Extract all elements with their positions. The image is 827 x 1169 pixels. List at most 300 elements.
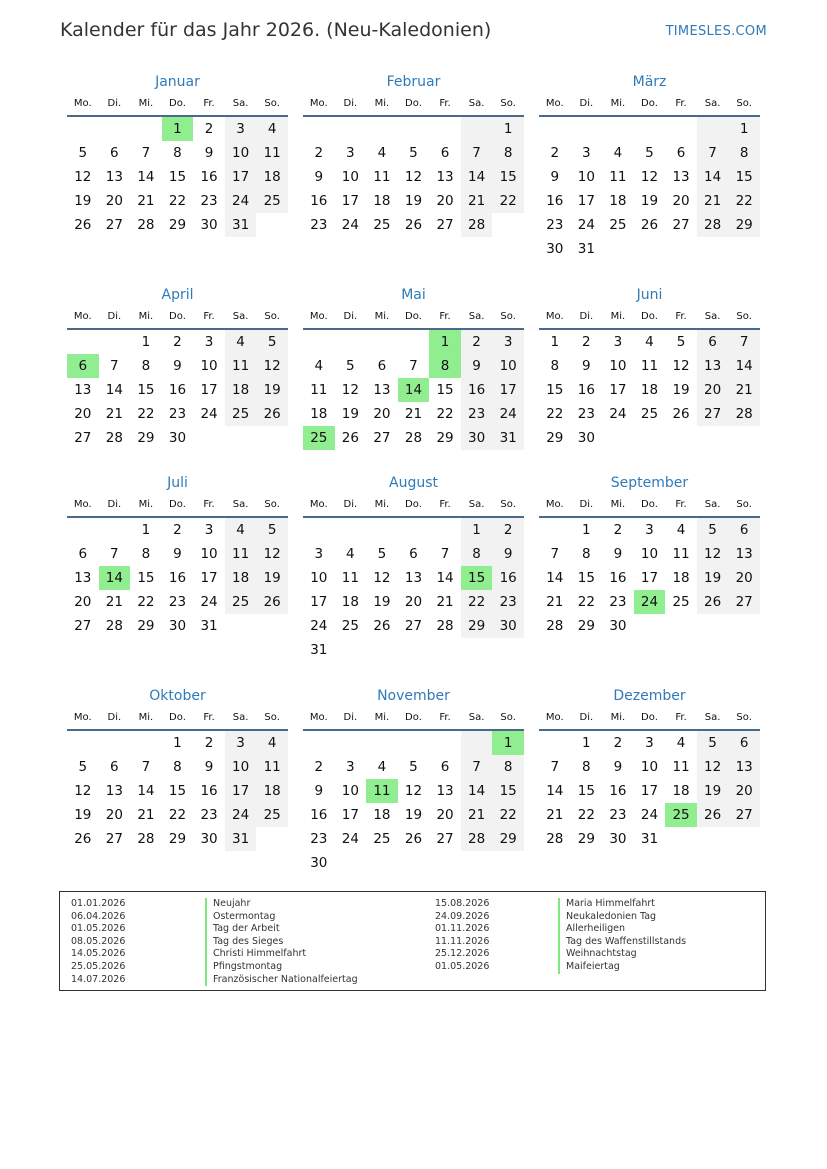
day-cell: 2 bbox=[461, 330, 493, 354]
day-cell: 3 bbox=[346, 145, 355, 161]
day-cell: 6 bbox=[377, 358, 387, 374]
day-cell: 29 bbox=[168, 217, 187, 233]
day-cell: 18 bbox=[373, 807, 391, 823]
day-cell: 5 bbox=[78, 145, 88, 161]
day-cell: 21 bbox=[728, 378, 760, 402]
day-cell: 29 bbox=[546, 430, 564, 446]
empty-cell bbox=[539, 117, 571, 141]
day-cell: 23 bbox=[200, 193, 218, 209]
day-cell: 30 bbox=[609, 831, 627, 847]
day-cell: 22 bbox=[492, 189, 524, 213]
day-cell: 13 bbox=[728, 542, 760, 566]
day-cell: 25 bbox=[672, 594, 690, 610]
day-cell: 20 bbox=[105, 807, 123, 823]
day-cell: 22 bbox=[461, 590, 493, 614]
day-cell: 15 bbox=[492, 165, 524, 189]
month-name: August bbox=[389, 475, 438, 491]
day-cell: 6 bbox=[676, 145, 686, 161]
day-cell: 27 bbox=[436, 217, 454, 233]
day-cell: 28 bbox=[461, 213, 493, 237]
weekday-label: Do. bbox=[169, 311, 186, 322]
day-cell: 14 bbox=[546, 783, 564, 799]
day-cell: 1 bbox=[728, 117, 760, 141]
day-cell: 6 bbox=[440, 145, 450, 161]
weekday-label: Mo. bbox=[309, 712, 328, 723]
day-cell: 28 bbox=[137, 831, 155, 847]
weekday-label: Fr. bbox=[675, 98, 687, 109]
day-cell: 26 bbox=[341, 430, 359, 446]
day-cell: 14 bbox=[137, 169, 155, 185]
weekday-label: Sa. bbox=[468, 712, 485, 723]
month-juni bbox=[539, 284, 760, 450]
weekday-label: Mi. bbox=[138, 712, 154, 723]
day-cell: 12 bbox=[404, 783, 423, 799]
month-name: Juli bbox=[167, 475, 188, 491]
empty-cell bbox=[99, 518, 131, 542]
day-cell: 17 bbox=[310, 594, 328, 610]
holiday-legend bbox=[59, 891, 766, 991]
empty-cell bbox=[366, 731, 398, 755]
day-cell: 16 bbox=[546, 193, 564, 209]
legend-date: 25.05.2026 bbox=[71, 960, 126, 972]
day-cell: 16 bbox=[200, 169, 218, 185]
holiday-day-cell: 1 bbox=[162, 117, 194, 141]
day-cell: 9 bbox=[314, 783, 324, 799]
day-cell: 4 bbox=[377, 759, 387, 775]
weekday-label: Do. bbox=[405, 499, 422, 510]
day-cell: 8 bbox=[141, 546, 151, 562]
day-cell: 22 bbox=[168, 193, 187, 209]
empty-cell bbox=[634, 117, 666, 141]
weekday-label: Sa. bbox=[704, 499, 721, 510]
day-cell: 10 bbox=[225, 755, 257, 779]
weekday-label: Sa. bbox=[232, 712, 249, 723]
day-cell: 10 bbox=[310, 570, 328, 586]
day-cell: 13 bbox=[74, 570, 92, 586]
day-cell: 24 bbox=[577, 217, 595, 233]
month-name: November bbox=[377, 688, 450, 704]
day-cell: 13 bbox=[74, 382, 92, 398]
day-cell: 19 bbox=[640, 193, 659, 209]
weekday-label: Mi. bbox=[610, 712, 626, 723]
weekday-label: Do. bbox=[641, 712, 658, 723]
holiday-day-cell: 25 bbox=[665, 803, 697, 827]
day-cell: 19 bbox=[256, 378, 288, 402]
page-title: Kalender für das Jahr 2026. (Neu-Kaledonien) bbox=[60, 19, 492, 41]
day-grid bbox=[539, 731, 760, 851]
day-grid bbox=[303, 117, 524, 237]
month-november bbox=[303, 685, 524, 875]
day-cell: 13 bbox=[728, 755, 760, 779]
day-cell: 26 bbox=[74, 831, 92, 847]
day-cell: 26 bbox=[256, 402, 288, 426]
weekday-header bbox=[303, 93, 524, 117]
empty-cell bbox=[571, 117, 603, 141]
weekday-label: Fr. bbox=[203, 311, 215, 322]
legend-dates-right bbox=[435, 898, 489, 974]
month-name: Januar bbox=[155, 74, 200, 90]
day-cell: 21 bbox=[461, 189, 493, 213]
day-cell: 1 bbox=[582, 522, 591, 538]
weekday-label: Mo. bbox=[309, 499, 328, 510]
day-cell: 27 bbox=[728, 590, 760, 614]
weekday-label: Do. bbox=[641, 311, 658, 322]
weekday-label: So. bbox=[500, 712, 516, 723]
day-cell: 3 bbox=[314, 546, 324, 562]
weekday-header bbox=[539, 93, 760, 117]
day-cell: 26 bbox=[256, 590, 288, 614]
empty-cell bbox=[539, 518, 571, 542]
day-cell: 23 bbox=[200, 807, 218, 823]
day-cell: 8 bbox=[173, 759, 182, 775]
day-cell: 10 bbox=[640, 546, 659, 562]
day-cell: 18 bbox=[256, 779, 288, 803]
day-cell: 5 bbox=[676, 334, 686, 350]
weekday-label: Do. bbox=[405, 311, 422, 322]
weekday-label: So. bbox=[736, 98, 752, 109]
day-cell: 12 bbox=[672, 358, 690, 374]
empty-cell bbox=[67, 117, 99, 141]
day-cell: 4 bbox=[256, 117, 288, 141]
day-cell: 24 bbox=[341, 217, 359, 233]
day-cell: 25 bbox=[256, 803, 288, 827]
empty-cell bbox=[303, 518, 335, 542]
day-cell: 4 bbox=[676, 522, 686, 538]
day-cell: 3 bbox=[645, 522, 654, 538]
weekday-label: So. bbox=[736, 499, 752, 510]
day-cell: 27 bbox=[697, 402, 729, 426]
weekday-header bbox=[303, 707, 524, 731]
day-cell: 16 bbox=[461, 378, 493, 402]
month-september bbox=[539, 472, 760, 638]
day-cell: 21 bbox=[105, 594, 123, 610]
weekday-label: Di. bbox=[343, 311, 358, 322]
day-cell: 15 bbox=[492, 779, 524, 803]
empty-cell bbox=[99, 117, 131, 141]
weekday-label: Mo. bbox=[545, 712, 564, 723]
empty-cell bbox=[67, 330, 99, 354]
day-cell: 5 bbox=[409, 759, 418, 775]
legend-date: 15.08.2026 bbox=[435, 898, 490, 909]
day-cell: 14 bbox=[697, 165, 729, 189]
day-cell: 30 bbox=[461, 426, 493, 450]
day-cell: 4 bbox=[225, 330, 257, 354]
day-cell: 23 bbox=[492, 590, 524, 614]
legend-holiday-name: Pfingstmontag bbox=[205, 961, 358, 974]
day-cell: 22 bbox=[137, 406, 155, 422]
day-cell: 15 bbox=[728, 165, 760, 189]
day-cell: 3 bbox=[204, 522, 214, 538]
day-cell: 2 bbox=[204, 735, 214, 751]
weekday-label: Mo. bbox=[309, 311, 328, 322]
legend-holiday-name: Christi Himmelfahrt bbox=[205, 948, 358, 961]
day-cell: 27 bbox=[436, 831, 454, 847]
legend-holiday-name: Französischer Nationalfeiertag bbox=[205, 974, 358, 987]
day-cell: 6 bbox=[697, 330, 729, 354]
day-cell: 25 bbox=[225, 402, 257, 426]
weekday-label: Di. bbox=[343, 712, 358, 723]
legend-date: 25.12.2026 bbox=[435, 948, 490, 960]
brand-link[interactable]: TIMESLES.COM bbox=[665, 24, 767, 39]
day-cell: 11 bbox=[672, 546, 690, 562]
weekday-header bbox=[67, 494, 288, 518]
day-cell: 14 bbox=[137, 783, 155, 799]
day-cell: 19 bbox=[74, 807, 92, 823]
day-cell: 24 bbox=[225, 189, 257, 213]
weekday-label: Fr. bbox=[203, 98, 215, 109]
day-cell: 12 bbox=[697, 755, 729, 779]
day-cell: 4 bbox=[225, 518, 257, 542]
day-cell: 10 bbox=[341, 783, 359, 799]
weekday-label: Mo. bbox=[73, 98, 92, 109]
weekday-label: Fr. bbox=[203, 499, 215, 510]
weekday-label: Mo. bbox=[545, 98, 564, 109]
day-cell: 25 bbox=[609, 217, 627, 233]
day-cell: 8 bbox=[141, 358, 151, 374]
weekday-label: Do. bbox=[641, 499, 658, 510]
day-cell: 9 bbox=[173, 358, 182, 374]
day-grid bbox=[67, 117, 288, 237]
holiday-day-cell: 1 bbox=[492, 731, 524, 755]
empty-cell bbox=[130, 731, 162, 755]
day-cell: 7 bbox=[728, 330, 760, 354]
legend-date: 01.11.2026 bbox=[435, 923, 490, 935]
weekday-header bbox=[303, 306, 524, 330]
weekday-label: Di. bbox=[579, 311, 594, 322]
weekday-label: Di. bbox=[343, 499, 358, 510]
day-cell: 4 bbox=[256, 731, 288, 755]
day-cell: 30 bbox=[577, 430, 595, 446]
day-cell: 14 bbox=[546, 570, 564, 586]
day-cell: 24 bbox=[310, 618, 328, 634]
day-grid bbox=[303, 330, 524, 450]
weekday-label: Mo. bbox=[309, 98, 328, 109]
day-cell: 11 bbox=[225, 354, 257, 378]
day-cell: 20 bbox=[436, 807, 454, 823]
day-cell: 25 bbox=[225, 590, 257, 614]
day-cell: 29 bbox=[577, 831, 595, 847]
day-cell: 2 bbox=[613, 735, 623, 751]
day-cell: 11 bbox=[341, 570, 359, 586]
day-cell: 13 bbox=[404, 570, 423, 586]
month-name: Juni bbox=[636, 287, 663, 303]
day-cell: 12 bbox=[373, 570, 391, 586]
day-cell: 8 bbox=[173, 145, 182, 161]
day-cell: 20 bbox=[74, 594, 92, 610]
day-cell: 15 bbox=[577, 783, 595, 799]
day-cell: 11 bbox=[225, 542, 257, 566]
day-cell: 28 bbox=[461, 827, 493, 851]
day-cell: 23 bbox=[310, 831, 328, 847]
day-cell: 16 bbox=[200, 783, 218, 799]
legend-holiday-name: Tag des Sieges bbox=[205, 936, 358, 949]
day-grid bbox=[67, 731, 288, 851]
empty-cell bbox=[99, 731, 131, 755]
day-cell: 20 bbox=[728, 779, 760, 803]
holiday-day-cell: 8 bbox=[429, 354, 461, 378]
day-cell: 24 bbox=[492, 402, 524, 426]
weekday-label: Di. bbox=[107, 712, 122, 723]
empty-cell bbox=[67, 731, 99, 755]
day-cell: 23 bbox=[609, 594, 627, 610]
month-name: Februar bbox=[386, 74, 441, 90]
day-cell: 2 bbox=[173, 522, 182, 538]
day-cell: 28 bbox=[436, 618, 454, 634]
day-cell: 2 bbox=[314, 145, 324, 161]
day-cell: 19 bbox=[404, 193, 423, 209]
day-cell: 17 bbox=[577, 193, 595, 209]
day-cell: 30 bbox=[168, 618, 187, 634]
day-cell: 4 bbox=[613, 145, 623, 161]
day-cell: 9 bbox=[461, 354, 493, 378]
legend-holiday-name: Maifeiertag bbox=[558, 961, 686, 974]
weekday-label: Di. bbox=[107, 98, 122, 109]
day-cell: 5 bbox=[256, 330, 288, 354]
day-cell: 10 bbox=[609, 358, 627, 374]
day-cell: 29 bbox=[461, 614, 493, 638]
weekday-label: Do. bbox=[169, 499, 186, 510]
weekday-label: So. bbox=[264, 499, 280, 510]
day-cell: 27 bbox=[105, 831, 123, 847]
day-cell: 5 bbox=[645, 145, 654, 161]
holiday-day-cell: 11 bbox=[366, 779, 398, 803]
day-cell: 5 bbox=[377, 546, 387, 562]
day-cell: 11 bbox=[373, 169, 391, 185]
day-cell: 12 bbox=[256, 354, 288, 378]
day-cell: 7 bbox=[409, 358, 418, 374]
day-cell: 9 bbox=[582, 358, 591, 374]
day-cell: 31 bbox=[640, 831, 659, 847]
legend-names-left bbox=[205, 898, 358, 986]
weekday-label: So. bbox=[736, 712, 752, 723]
day-cell: 31 bbox=[200, 618, 218, 634]
empty-cell bbox=[335, 117, 367, 141]
day-cell: 13 bbox=[436, 783, 454, 799]
weekday-label: Mo. bbox=[73, 499, 92, 510]
day-cell: 19 bbox=[256, 566, 288, 590]
day-cell: 23 bbox=[310, 217, 328, 233]
weekday-label: Mi. bbox=[138, 499, 154, 510]
day-cell: 24 bbox=[225, 803, 257, 827]
empty-cell bbox=[303, 117, 335, 141]
day-cell: 13 bbox=[105, 169, 123, 185]
legend-holiday-name: Allerheiligen bbox=[558, 923, 686, 936]
day-cell: 19 bbox=[697, 566, 729, 590]
weekday-label: Mi. bbox=[374, 499, 390, 510]
empty-cell bbox=[461, 731, 493, 755]
day-cell: 26 bbox=[404, 831, 423, 847]
day-grid bbox=[303, 518, 524, 662]
day-cell: 9 bbox=[492, 542, 524, 566]
day-cell: 3 bbox=[225, 731, 257, 755]
day-cell: 17 bbox=[200, 570, 218, 586]
empty-cell bbox=[398, 518, 430, 542]
weekday-label: Fr. bbox=[675, 499, 687, 510]
day-cell: 1 bbox=[492, 117, 524, 141]
month-april bbox=[67, 284, 288, 450]
empty-cell bbox=[461, 117, 493, 141]
weekday-label: So. bbox=[736, 311, 752, 322]
day-cell: 8 bbox=[582, 759, 591, 775]
empty-cell bbox=[665, 117, 697, 141]
day-cell: 1 bbox=[550, 334, 560, 350]
day-cell: 27 bbox=[404, 618, 423, 634]
day-cell: 9 bbox=[314, 169, 324, 185]
day-cell: 15 bbox=[577, 570, 595, 586]
day-cell: 13 bbox=[672, 169, 690, 185]
weekday-label: Mi. bbox=[138, 98, 154, 109]
month-mai bbox=[303, 284, 524, 450]
day-cell: 20 bbox=[404, 594, 423, 610]
empty-cell bbox=[366, 117, 398, 141]
day-cell: 8 bbox=[461, 542, 493, 566]
day-cell: 16 bbox=[609, 570, 627, 586]
day-cell: 6 bbox=[440, 759, 450, 775]
day-cell: 10 bbox=[492, 354, 524, 378]
day-cell: 13 bbox=[697, 354, 729, 378]
day-cell: 9 bbox=[173, 546, 182, 562]
weekday-label: Di. bbox=[107, 499, 122, 510]
weekday-label: Di. bbox=[579, 712, 594, 723]
legend-dates-left bbox=[71, 898, 125, 986]
day-cell: 22 bbox=[728, 189, 760, 213]
day-cell: 12 bbox=[74, 783, 92, 799]
day-cell: 7 bbox=[697, 141, 729, 165]
day-cell: 11 bbox=[609, 169, 627, 185]
day-cell: 18 bbox=[310, 406, 328, 422]
day-cell: 7 bbox=[110, 546, 119, 562]
day-cell: 18 bbox=[341, 594, 359, 610]
day-cell: 18 bbox=[640, 382, 659, 398]
day-cell: 27 bbox=[373, 430, 391, 446]
empty-cell bbox=[429, 117, 461, 141]
empty-cell bbox=[335, 330, 367, 354]
weekday-label: Di. bbox=[107, 311, 122, 322]
day-cell: 6 bbox=[110, 145, 119, 161]
day-grid bbox=[67, 330, 288, 450]
weekday-label: Do. bbox=[169, 98, 186, 109]
day-cell: 28 bbox=[546, 618, 564, 634]
weekday-header bbox=[67, 707, 288, 731]
day-cell: 12 bbox=[640, 169, 659, 185]
day-cell: 11 bbox=[256, 755, 288, 779]
day-cell: 23 bbox=[168, 594, 187, 610]
day-cell: 21 bbox=[137, 193, 155, 209]
weekday-label: Mo. bbox=[73, 311, 92, 322]
day-cell: 30 bbox=[310, 855, 328, 871]
day-cell: 21 bbox=[105, 406, 123, 422]
weekday-label: Sa. bbox=[704, 98, 721, 109]
day-cell: 25 bbox=[341, 618, 359, 634]
holiday-day-cell: 1 bbox=[429, 330, 461, 354]
day-cell: 1 bbox=[461, 518, 493, 542]
legend-holiday-name: Neukaledonien Tag bbox=[558, 911, 686, 924]
day-cell: 5 bbox=[697, 731, 729, 755]
day-cell: 2 bbox=[173, 334, 182, 350]
empty-cell bbox=[99, 330, 131, 354]
day-cell: 31 bbox=[225, 827, 257, 851]
day-cell: 30 bbox=[200, 831, 218, 847]
day-cell: 6 bbox=[110, 759, 119, 775]
day-cell: 4 bbox=[314, 358, 324, 374]
day-cell: 3 bbox=[346, 759, 355, 775]
day-cell: 26 bbox=[373, 618, 391, 634]
legend-date: 01.05.2026 bbox=[71, 923, 126, 935]
empty-cell bbox=[539, 731, 571, 755]
day-cell: 26 bbox=[697, 803, 729, 827]
day-cell: 5 bbox=[409, 145, 418, 161]
day-cell: 22 bbox=[492, 803, 524, 827]
